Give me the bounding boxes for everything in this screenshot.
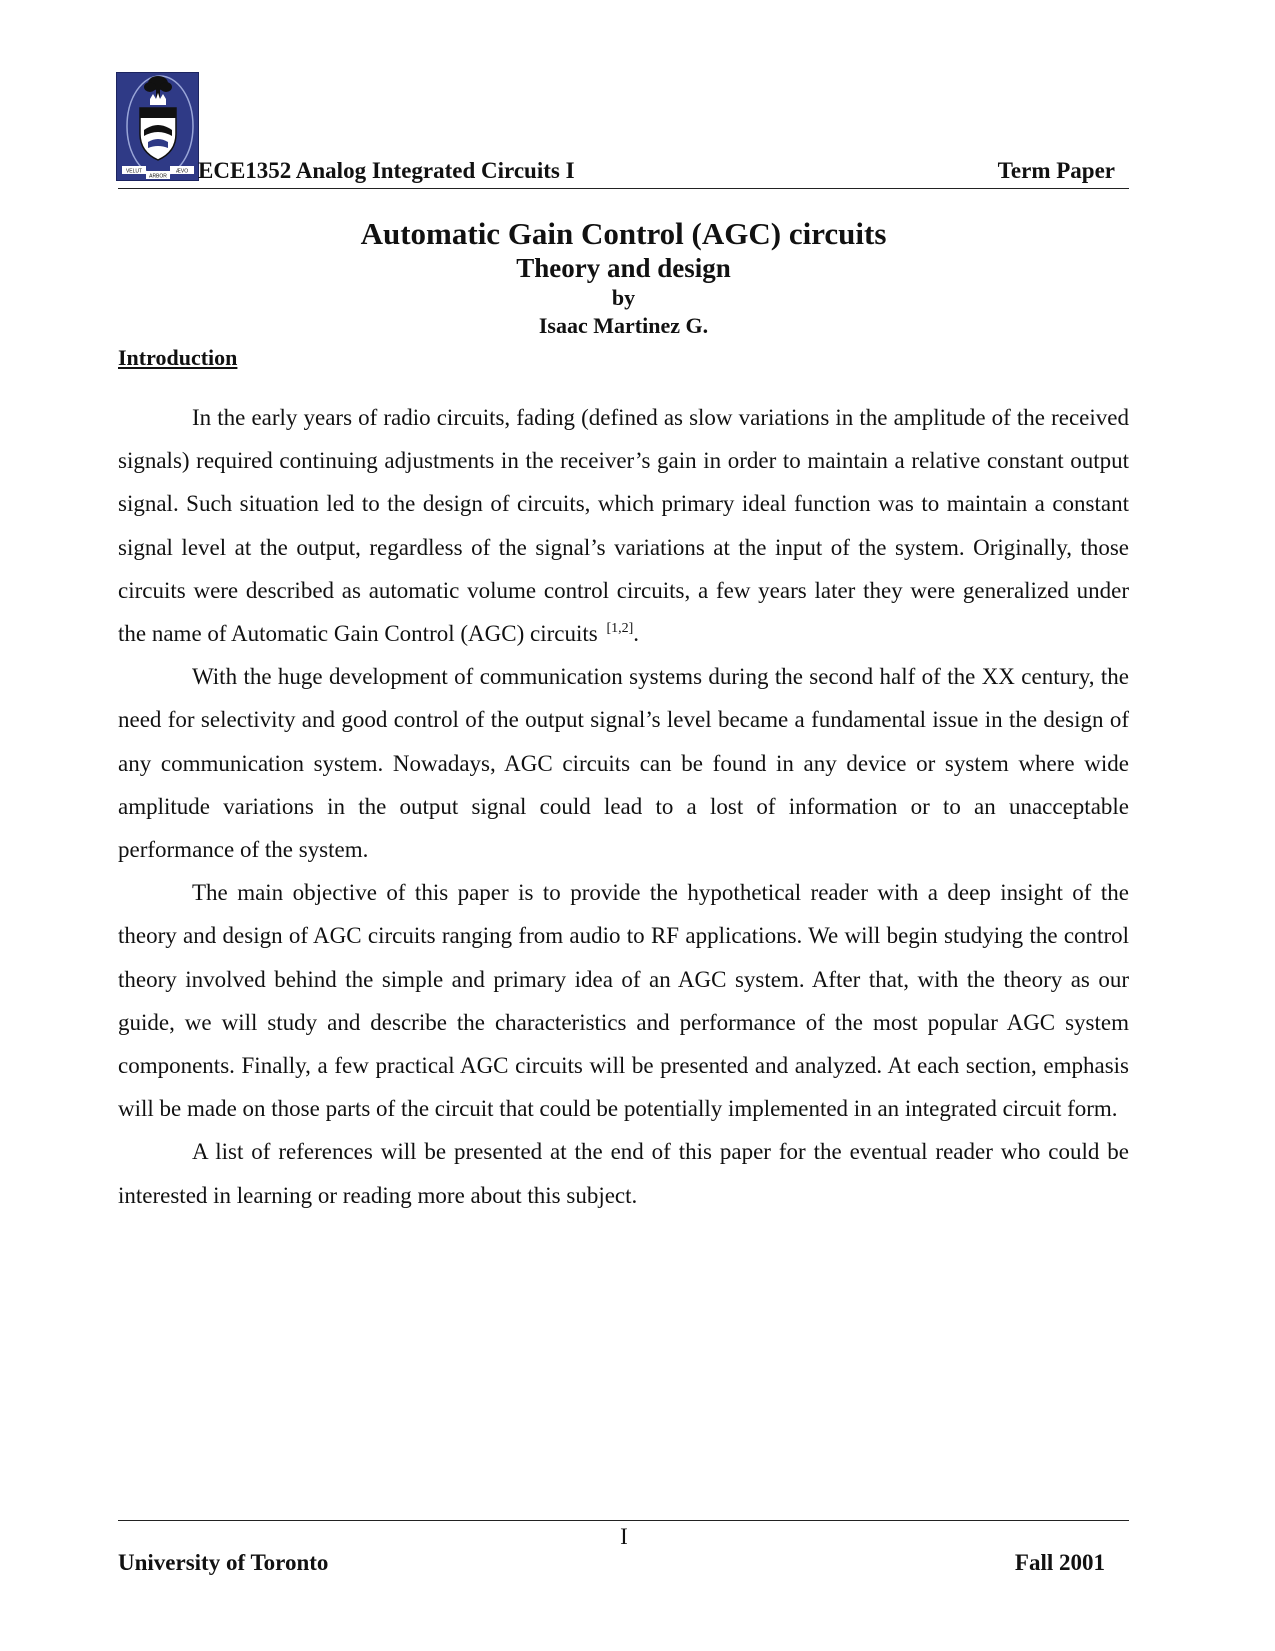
paragraph-end: .	[633, 621, 640, 647]
section-heading: Introduction	[118, 345, 238, 370]
footer-divider	[118, 1520, 1129, 1521]
document-type: Term Paper	[997, 158, 1115, 183]
logo-motto-center: ARBOR	[149, 173, 167, 180]
course-name: ECE1352 Analog Integrated Circuits I	[198, 158, 575, 183]
byline-by: by	[611, 285, 636, 310]
logo-motto-left: VELUT	[125, 168, 143, 175]
footer-term: Fall 2001	[1014, 1550, 1105, 1575]
paper-title: Automatic Gain Control (AGC) circuits	[360, 216, 887, 251]
paper-subtitle: Theory and design	[516, 253, 731, 283]
paragraph: With the huge development of communication systems during the second half of the XX century, the need for selectivity and good control of the output signal’s level became a fundamental issue in the design of any communication system. Nowadays, AGC circuits can be found in any device or system where wide amplitude variations in the output signal could lead to a lost of information or to an unacceptable performance of the system.	[118, 664, 1129, 863]
page-number: I	[620, 1524, 628, 1549]
logo-motto-right: ÆVO	[175, 168, 189, 175]
paragraph-text: In the early years of radio circuits, fading (defined as slow variations in the amplitude of the received signals) required continuing adjustments in the receiver’s gain in order to maintain a relative constant output signal. Such situation led to the design of circuits, which primary ideal function was to maintain a constant signal level at the output, regardless of the signal’s variations at the input of the system. Originally, those circuits were described as automatic volume control circuits, a few years later they were generalized under the name of Automatic Gain Control (AGC) circuits	[118, 405, 1129, 647]
paragraph	[118, 396, 1129, 655]
citation-reference: [1,2]	[606, 621, 634, 637]
page-header	[118, 155, 1129, 189]
paper-author: Isaac Martinez G.	[538, 313, 709, 338]
title-block	[118, 215, 1129, 340]
paragraph: The main objective of this paper is to provide the hypothetical reader with a deep insight of the theory and design of AGC circuits ranging from audio to RF applications. We will begin studying the control theory involved behind the simple and primary idea of an AGC system. After that, with the theory as our guide, we will study and describe the characteristics and performance of the most popular AGC system components. Finally, a few practical AGC circuits will be presented and analyzed. At each section, emphasis will be made on those parts of the circuit that could be potentially implemented in an integrated circuit form.	[118, 880, 1129, 1122]
paragraph: A list of references will be presented at the end of this paper for the eventual reader who could be interested in learning or reading more about this subject.	[118, 1139, 1129, 1208]
body-text	[118, 396, 1129, 1217]
footer-institution: University of Toronto	[118, 1550, 329, 1575]
